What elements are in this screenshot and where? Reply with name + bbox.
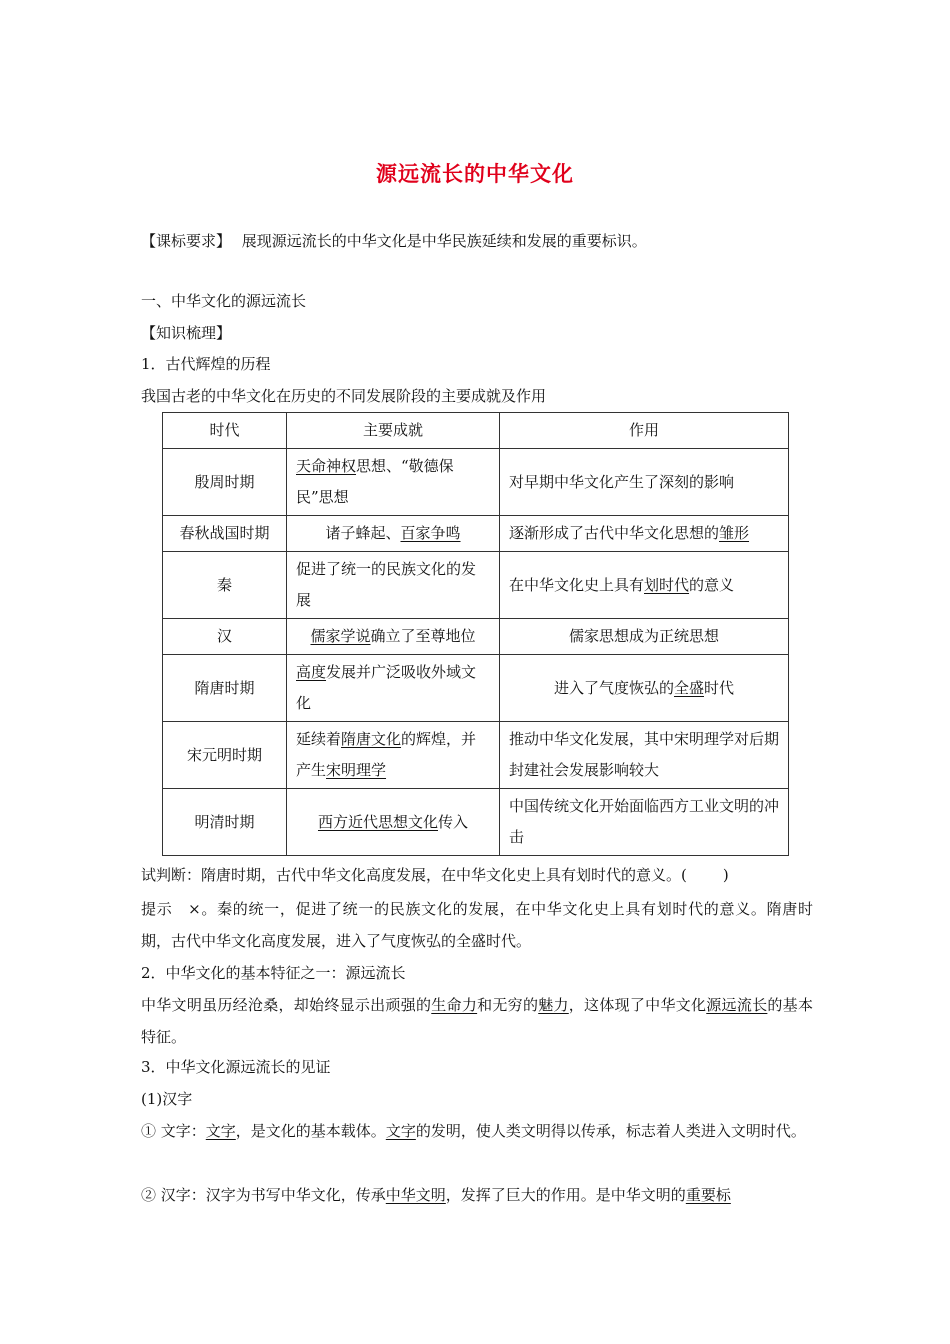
judge-question: 试判断：隋唐时期，古代中华文化高度发展，在中华文化史上具有划时代的意义。( ) — [141, 866, 729, 884]
table-row — [163, 722, 789, 789]
era-cell: 汉 — [163, 619, 287, 655]
underlined-term: 中华文明 — [385, 1186, 446, 1204]
underlined-term: 划时代 — [644, 575, 690, 594]
table-row — [163, 552, 789, 619]
underlined-term: 全盛 — [673, 678, 704, 697]
effect-cell: 推动中华文化发展，其中宋明理学对后期封建社会发展影响较大 — [500, 722, 789, 789]
table-caption: 我国古老的中华文化在历史的不同发展阶段的主要成就及作用 — [141, 387, 547, 405]
item2-paragraph: 中华文明虽历经沧桑，却始终显示出顽强的生命力和无穷的魅力，这体现了中华文化源远流长的基本特征。 — [141, 996, 813, 1046]
era-cell: 春秋战国时期 — [163, 516, 287, 552]
point-2-paragraph: ② 汉字：汉字为书写中华文化，传承中华文明，发挥了巨大的作用。是中华文明的重要标 — [141, 1186, 731, 1204]
underlined-term: 雏形 — [719, 524, 750, 542]
effect-cell: 对早期中华文化产生了深刻的影响 — [500, 449, 789, 516]
underlined-term: 天命神权 — [296, 457, 357, 475]
underlined-term: 文字 — [385, 1122, 416, 1140]
effect-cell: 中国传统文化开始面临西方工业文明的冲击 — [500, 789, 789, 856]
page-title: 源远流长的中华文化 — [376, 161, 574, 186]
effect-cell: 逐渐形成了古代中华文化思想的雏形 — [500, 516, 789, 552]
achievement-cell: 诸子蜂起、百家争鸣 — [287, 516, 500, 552]
section-heading: 一、中华文化的源远流长 — [141, 292, 307, 310]
table-row — [163, 449, 789, 516]
table-row — [163, 789, 789, 856]
header-cell: 主要成就 — [287, 413, 500, 449]
underlined-term: 儒家学说 — [310, 627, 371, 645]
item1-title: 1．古代辉煌的历程 — [141, 355, 271, 373]
era-cell: 明清时期 — [163, 789, 287, 856]
requirement-text: 展现源远流长的中华文化是中华民族延续和发展的重要标识。 — [241, 232, 647, 250]
item3-title: 3．中华文化源远流长的见证 — [141, 1058, 331, 1076]
era-cell: 秦 — [163, 552, 287, 619]
achievement-cell: 儒家学说确立了至尊地位 — [287, 619, 500, 655]
effect-cell: 儒家思想成为正统思想 — [500, 619, 789, 655]
table-header-row — [163, 413, 789, 449]
achievement-cell: 西方近代思想文化传入 — [287, 789, 500, 856]
achievement-cell: 促进了统一的民族文化的发展 — [287, 552, 500, 619]
era-cell: 宋元明时期 — [163, 722, 287, 789]
curriculum-requirement — [141, 230, 647, 252]
achievement-cell: 高度发展并广泛吸收外域文化 — [287, 655, 500, 722]
point-1-paragraph: ① 文字：文字，是文化的基本载体。文字的发明，使人类文明得以传承，标志着人类进入文明时代。 — [141, 1122, 806, 1140]
subitem-hanzi: (1)汉字 — [141, 1090, 193, 1108]
table-row — [163, 516, 789, 552]
achievement-cell: 延续着隋唐文化的辉煌，并产生宋明理学 — [287, 722, 500, 789]
underlined-term: 魅力 — [538, 996, 569, 1014]
header-cell: 时代 — [163, 413, 287, 449]
hint-paragraph: 提示 ×。秦的统一，促进了统一的民族文化的发展，在中华文化史上具有划时代的意义。隋唐时期，古代中华文化高度发展，进入了气度恢弘的全盛时代。 — [141, 900, 813, 950]
effect-cell: 进入了气度恢弘的全盛时代 — [500, 655, 789, 722]
table-row — [163, 619, 789, 655]
table-row — [163, 655, 789, 722]
underlined-term: 隋唐文化 — [341, 730, 402, 748]
effect-cell: 在中华文化史上具有划时代的意义 — [500, 552, 789, 619]
underlined-term: 高度 — [296, 663, 327, 681]
underlined-term: 宋明理学 — [326, 761, 387, 779]
underlined-term: 源远流长 — [706, 996, 768, 1014]
knowledge-label: 【知识梳理】 — [141, 324, 232, 342]
underlined-term: 文字 — [205, 1122, 236, 1140]
underlined-term: 重要标 — [685, 1186, 731, 1204]
requirement-label: 【课标要求】 — [141, 232, 232, 250]
header-cell: 作用 — [500, 413, 789, 449]
underlined-term: 西方近代思想文化 — [317, 812, 438, 831]
era-cell: 隋唐时期 — [163, 655, 287, 722]
era-cell: 殷周时期 — [163, 449, 287, 516]
item2-title: 2．中华文化的基本特征之一：源远流长 — [141, 964, 406, 982]
underlined-term: 百家争鸣 — [400, 524, 461, 542]
achievements-table — [162, 412, 789, 856]
achievement-cell: 天命神权思想、“敬德保民”思想 — [287, 449, 500, 516]
underlined-term: 生命力 — [431, 996, 478, 1014]
